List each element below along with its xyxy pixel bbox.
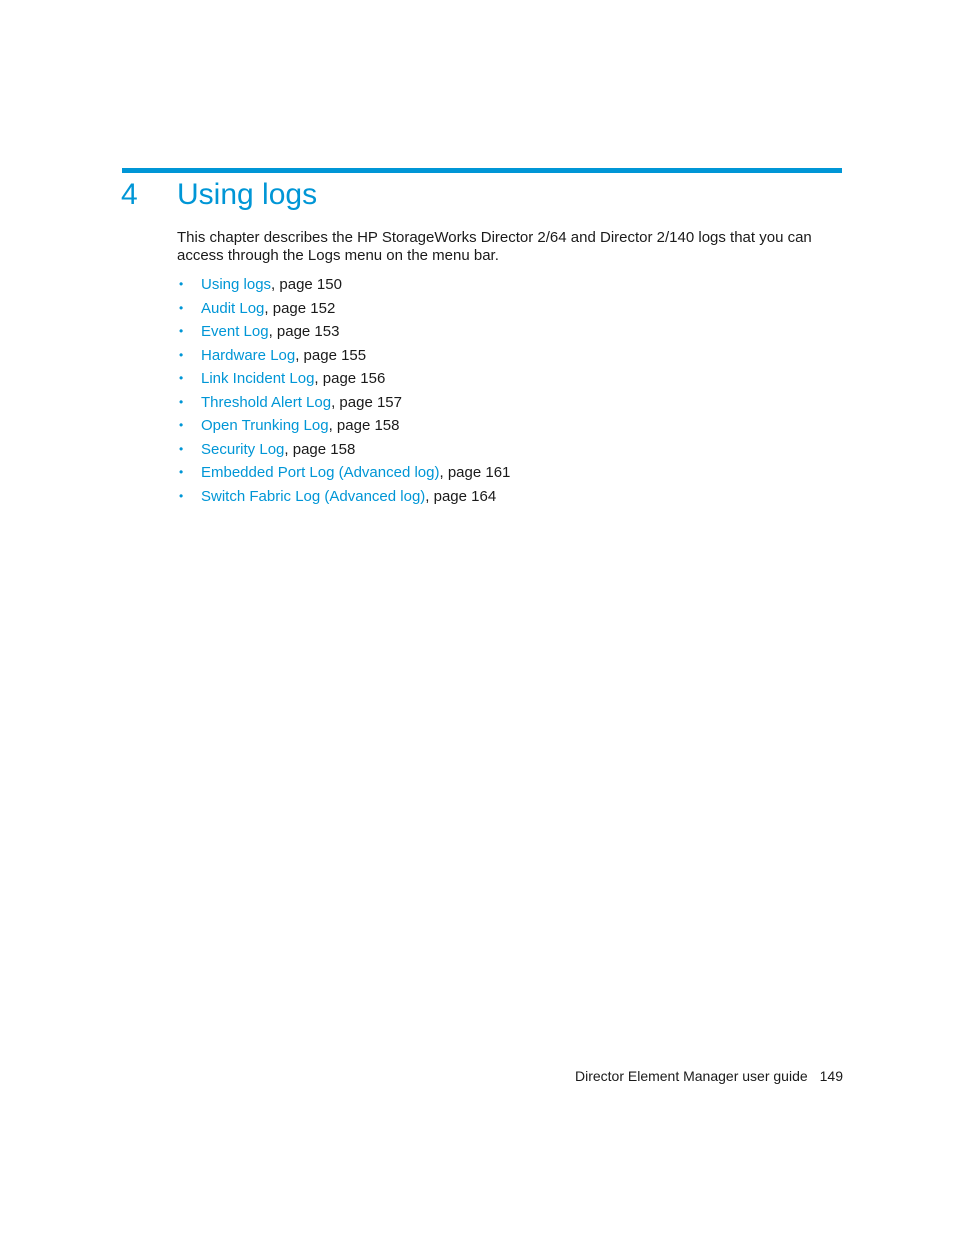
toc-page-ref: , page 156	[314, 370, 386, 387]
bullet-icon: •	[179, 418, 184, 432]
toc-link-using-logs[interactable]: Using logs	[201, 276, 272, 293]
toc-item-using-logs	[177, 273, 510, 297]
intro-paragraph: This chapter describes the HP StorageWorks Director 2/64 and Director 2/140 logs that you can access through the Logs menu on the menu bar.	[177, 229, 812, 264]
toc-item-audit-log	[177, 297, 510, 321]
bullet-icon: •	[179, 394, 184, 409]
toc-page-ref: , page 150	[271, 276, 342, 293]
toc-item-security-log	[177, 438, 510, 462]
toc-link-threshold-alert-log[interactable]: Threshold Alert Log	[201, 393, 332, 411]
toc-link-link-incident-log[interactable]: Link Incident Log	[201, 370, 315, 387]
toc-page-ref: , page 152	[264, 299, 336, 317]
bullet-icon: •	[179, 277, 184, 291]
toc-page-ref: , page 164	[425, 487, 497, 505]
toc-link-hardware-log[interactable]: Hardware Log	[201, 346, 296, 364]
bullet-icon: •	[179, 465, 184, 479]
chapter-number: 4	[121, 178, 138, 211]
toc-item-open-trunking-log	[177, 414, 510, 438]
chapter-rule	[122, 168, 842, 173]
footer-page-number: 149	[819, 1068, 843, 1084]
chapter-toc	[177, 273, 510, 508]
bullet-icon: •	[179, 347, 184, 362]
toc-link-security-log[interactable]: Security Log	[201, 440, 285, 458]
toc-item-threshold-alert-log	[177, 391, 510, 415]
page-footer	[500, 1066, 843, 1086]
toc-page-ref: , page 158	[284, 440, 356, 458]
toc-page-ref: , page 157	[331, 393, 402, 411]
bullet-icon: •	[179, 488, 184, 503]
toc-page-ref: , page 155	[295, 346, 367, 364]
bullet-icon: •	[179, 371, 184, 385]
toc-item-link-incident-log	[177, 367, 510, 391]
toc-page-ref: , page 153	[268, 323, 340, 340]
bullet-icon: •	[179, 441, 184, 456]
toc-item-switch-fabric-log	[177, 485, 510, 509]
toc-link-embedded-port-log[interactable]: Embedded Port Log (Advanced log)	[201, 464, 440, 481]
toc-page-ref: , page 158	[328, 417, 400, 434]
toc-item-event-log	[177, 320, 510, 344]
toc-link-audit-log[interactable]: Audit Log	[201, 299, 265, 317]
chapter-title: Using logs	[177, 178, 318, 211]
footer-guide-title: Director Element Manager user guide	[574, 1068, 808, 1084]
toc-link-event-log[interactable]: Event Log	[201, 323, 269, 340]
toc-item-hardware-log	[177, 344, 510, 368]
toc-item-embedded-port-log	[177, 461, 510, 485]
toc-link-open-trunking-log[interactable]: Open Trunking Log	[201, 417, 329, 434]
toc-page-ref: , page 161	[439, 464, 511, 481]
toc-link-switch-fabric-log[interactable]: Switch Fabric Log (Advanced log)	[201, 487, 426, 505]
bullet-icon: •	[179, 324, 184, 338]
bullet-icon: •	[179, 300, 184, 315]
